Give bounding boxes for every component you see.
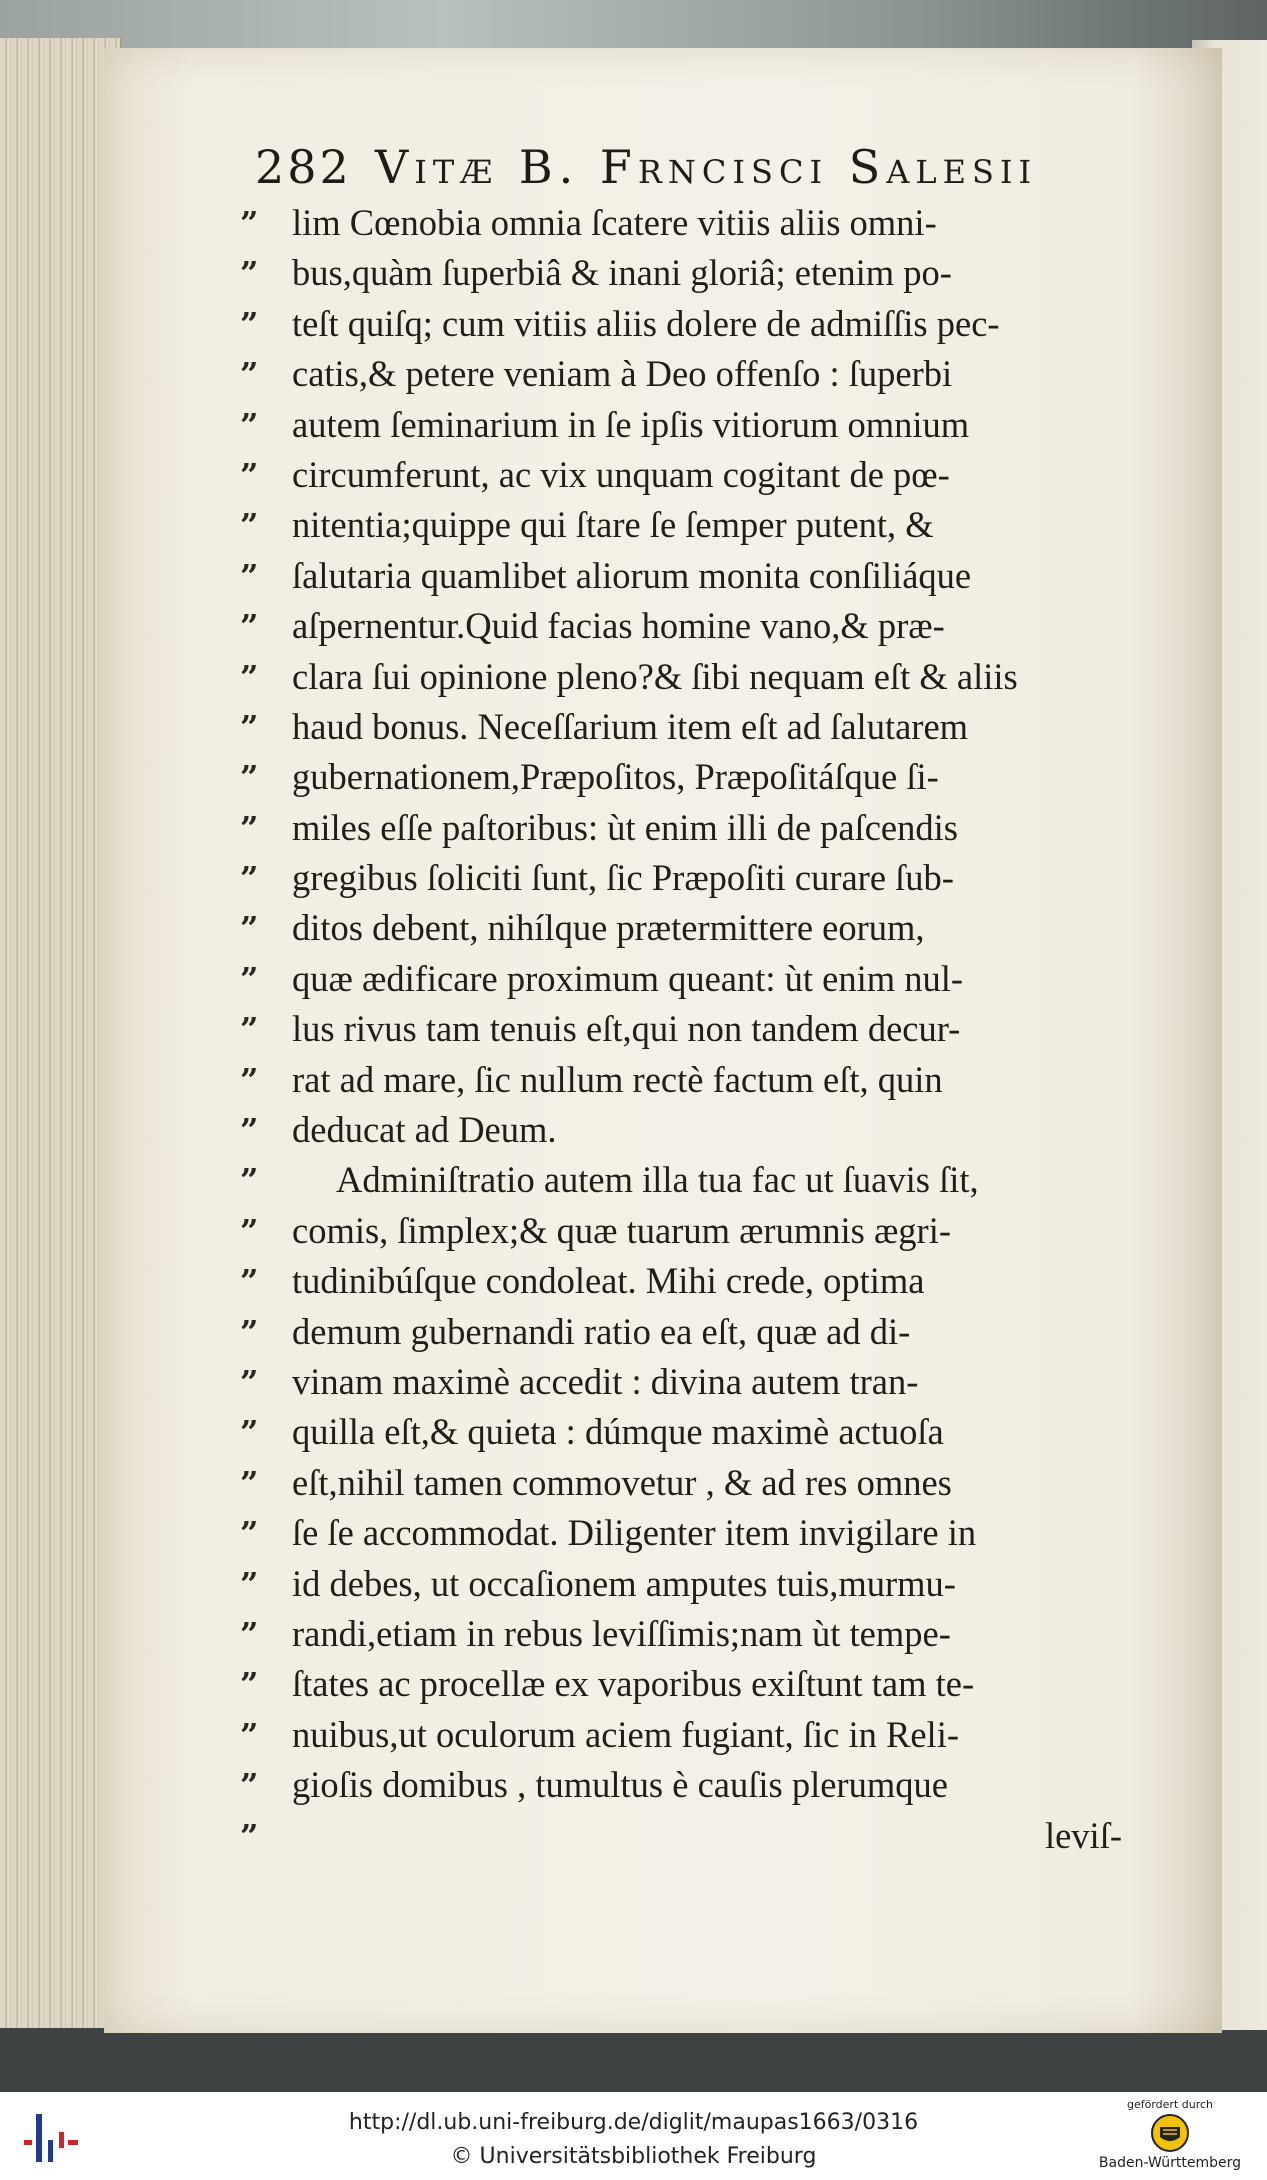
margin-quote-marks: [240, 198, 280, 1861]
text-line: Adminiſtratio autem illa tua fac ut ſuavis ſit,: [336, 1159, 979, 1201]
text-line: gubernationem,Præpoſitos, Præpoſitáſque ſi-: [292, 756, 939, 798]
quote-mark: ”: [240, 607, 259, 646]
page-header: [255, 140, 1115, 202]
quote-mark: ”: [240, 1766, 259, 1805]
quote-mark: ”: [240, 1060, 259, 1099]
quote-mark: ”: [240, 1463, 259, 1502]
text-line: gregibus ſoliciti ſunt, ſic Præpoſiti curare ſub-: [292, 857, 954, 899]
quote-mark: ”: [240, 304, 259, 343]
quote-mark: ”: [240, 959, 259, 998]
quote-mark: ”: [240, 657, 259, 696]
quote-mark: ”: [240, 1816, 259, 1855]
quote-mark: ”: [240, 1111, 259, 1150]
text-line: nuibus,ut oculorum aciem fugiant, ſic in Reli-: [292, 1713, 959, 1755]
quote-mark: ”: [240, 1211, 259, 1250]
text-line: ditos debent, nihílque prætermittere eorum,: [292, 907, 925, 949]
quote-mark: ”: [240, 1161, 259, 1200]
text-line: ſalutaria quamlibet aliorum monita conſiliáque: [292, 554, 972, 596]
text-line: aſpernentur.Quid facias homine vano,& præ-: [292, 605, 945, 647]
text-line: ſe ſe accommodat. Diligenter item invigilare in: [292, 1512, 977, 1554]
quote-mark: ”: [240, 455, 259, 494]
text-line: demum gubernandi ratio ea eſt, quæ ad di-: [292, 1310, 911, 1352]
quote-mark: ”: [240, 1564, 259, 1603]
text-line: leviſ-: [1044, 1814, 1122, 1856]
quote-mark: ”: [240, 1010, 259, 1049]
quote-mark: ”: [240, 1362, 259, 1401]
footer-bar: [0, 2092, 1267, 2180]
quote-mark: ”: [240, 1413, 259, 1452]
text-line: haud bonus. Neceſſarium item eſt ad ſalutarem: [292, 705, 969, 747]
source-url[interactable]: http://dl.ub.uni-freiburg.de/diglit/maupas1663/0316: [348, 2110, 919, 2135]
quote-mark: ”: [240, 405, 259, 444]
text-line: autem ſeminarium in ſe ipſis vitiorum omnium: [292, 403, 970, 445]
text-line: deducat ad Deum.: [292, 1109, 557, 1151]
quote-mark: ”: [240, 204, 259, 242]
quote-mark: ”: [240, 355, 259, 394]
book-top-edge: [0, 0, 1267, 48]
quote-mark: ”: [240, 254, 259, 293]
text-line: quæ ædificare proximum queant: ùt enim nul-: [292, 957, 964, 999]
quote-mark: ”: [240, 1262, 259, 1301]
text-line: lus rivus tam tenuis eſt,qui non tandem decur-: [292, 1008, 961, 1050]
text-line: gioſis domibus , tumultus è cauſis plerumque: [292, 1764, 948, 1806]
quote-mark: ”: [240, 1514, 259, 1553]
quote-mark: ”: [240, 808, 259, 847]
text-line: circumferunt, ac vix unquam cogitant de pœ-: [292, 453, 950, 495]
page-number: 282: [255, 140, 352, 194]
quote-mark: ”: [240, 707, 259, 746]
body-text: [292, 198, 1122, 1861]
text-line: ſtates ac procellæ ex vaporibus exiſtunt tam te-: [292, 1663, 975, 1705]
sponsor-top-label: gefördert durch: [1126, 2098, 1214, 2111]
text-line: clara ſui opinione pleno?& ſibi nequam eſt & aliis: [292, 655, 1018, 697]
text-line: tudinibúſque condoleat. Mihi crede, optima: [292, 1260, 925, 1302]
text-line: catis,& petere veniam à Deo offenſo : ſuperbi: [292, 353, 953, 395]
quote-mark: ”: [240, 1715, 259, 1754]
text-line: comis, ſimplex;& quæ tuarum ærumnis ægri-: [292, 1209, 951, 1251]
state-seal-icon: [1148, 2113, 1192, 2153]
text-line: nitentia;quippe qui ſtare ſe ſemper putent, &: [292, 504, 934, 546]
text-line: vinam maximè accedit : divina autem tran-: [292, 1360, 919, 1402]
quote-mark: ”: [240, 909, 259, 948]
quote-mark: ”: [240, 506, 259, 545]
text-line: bus,quàm ſuperbiâ & inani gloriâ; etenim po-: [292, 252, 952, 294]
copyright-text: © Universitätsbibliothek Freiburg: [450, 2144, 817, 2169]
text-line: randi,etiam in rebus leviſſimis;nam ùt tempe-: [292, 1612, 951, 1654]
text-line: eſt,nihil tamen commovetur , & ad res omnes: [292, 1461, 952, 1503]
quote-mark: ”: [240, 1312, 259, 1351]
text-line: miles eſſe paſtoribus: ùt enim illi de paſcendis: [292, 806, 958, 848]
quote-mark: ”: [240, 758, 259, 797]
quote-mark: ”: [240, 859, 259, 898]
text-line: teſt quiſq; cum vitiis aliis dolere de admiſſis pec-: [292, 302, 1000, 344]
sponsor-block: [1085, 2098, 1255, 2178]
quote-mark: ”: [240, 1614, 259, 1653]
quote-mark: ”: [240, 1665, 259, 1704]
text-line: quilla eſt,& quieta : dúmque maximè actuoſa: [292, 1411, 944, 1453]
text-line: lim Cœnobia omnia ſcatere vitiis aliis omni-: [292, 202, 937, 243]
text-line: id debes, ut occaſionem amputes tuis,murmu-: [292, 1562, 956, 1604]
text-line: rat ad mare, ſic nullum rectè factum eſt, quin: [292, 1058, 943, 1100]
running-title: Vitæ B. Frncisci Salesii: [375, 140, 1038, 194]
sponsor-bottom-label: Baden-Württemberg: [1098, 2155, 1242, 2171]
quote-mark: ”: [240, 556, 259, 595]
